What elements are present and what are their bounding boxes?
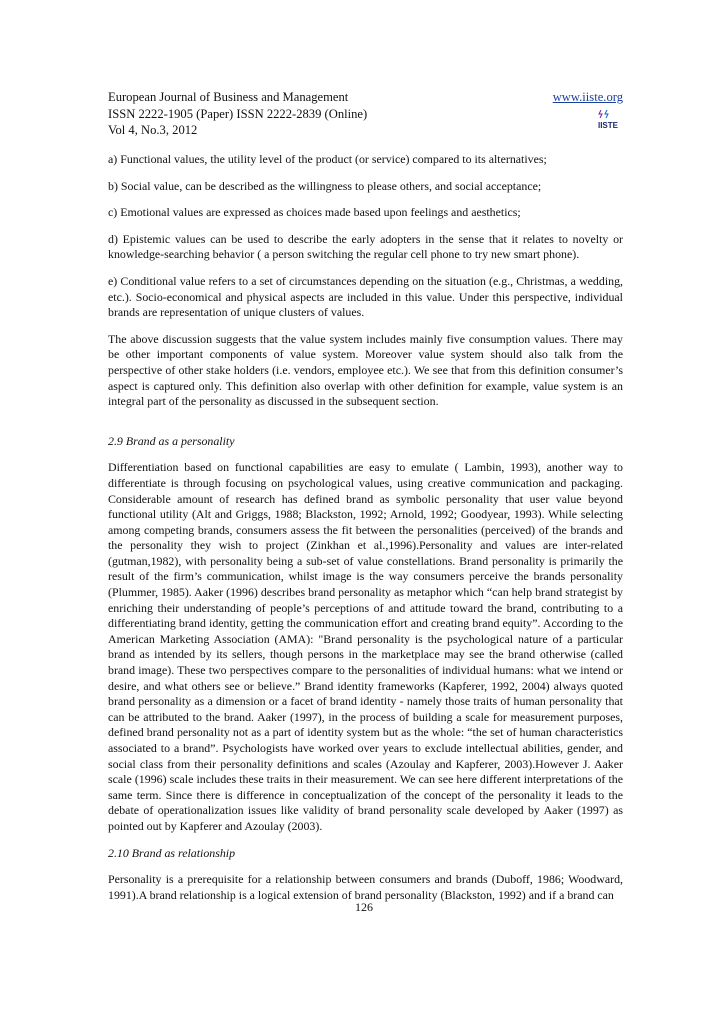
- journal-page: [108, 89, 623, 914]
- paragraph-brand-relationship: Personality is a prerequisite for a relationship between consumers and brands (Duboff, 1986; Woodward, 1991).A brand relationship is a logical extension of brand personality (Blackston, 1992) and if a brand can: [108, 872, 623, 902]
- iiste-logo-icon: [595, 108, 621, 130]
- svg-text:IISTE: IISTE: [597, 121, 619, 130]
- page-number: 126: [355, 900, 373, 914]
- paragraph-functional-values: a) Functional values, the utility level of the product (or service) compared to its alternatives;: [108, 152, 547, 166]
- journal-title: European Journal of Business and Management: [108, 90, 349, 104]
- paragraph-brand-personality: Differentiation based on functional capabilities are easy to emulate ( Lambin, 1993), another way to differentiate is through focusing on psychological values, using creative communication and packaging. Considerable amount of research has defined brand as symbolic personality that user value beyond functional utility (Alt and Griggs, 1988; Blackston, 1992; Arnold, 1992; Goodyear, 1993). While selecting among competing brands, consumers assess the fit between the personalities (perceived) of the brands and the personality they wish to project (Zinkhan et al.,1996).Personality and values are inter-related (gutman,1982), with personality being a sub-set of value constellations. Brand personality is primarily the result of the firm’s communication, whilst image is the way consumers perceive the brands personality (Plummer, 1985). Aaker (1996) describes brand personality as metaphor which “can help brand strategist by enriching their understanding of people’s perceptions of and attitude toward the brand, contributing to a differentiating brand identity, getting the communication effort and creating brand equity”. According to the American Marketing Association (AMA): "Brand personality is the psychological nature of a particular brand as intended by its sellers, though persons in the marketplace may see the brand otherwise (called brand image). These two perspectives compare to the personalities of individual humans: what we intend or desire, and what others see or believe.” Brand identity frameworks (Kapferer, 1992, 2004) always quoted brand personality as a dimension or a facet of brand identity - namely those traits of human personality that can be attributed to the brand. Aaker (1997), in the process of building a scale for measurement purposes, defined brand personality not as a part of identity system but as the whole: “the set of human characteristics associated to a brand”. Psychologists have worked over years to exclude intellectual abilities, gender, and social class from their personality definitions and scales (Azoulay and Kapferer, 2003).However J. Aaker scale (1996) scale includes these traits in their measurement. We can see here different interpretations of the same term. Since there is difference in conceptualization of the concept of the personality it leads to the debate of operationalization issues like validity of brand personality scale developed by Aaker (1997) as pointed out by Kapferer and Azoulay (2003).: [108, 460, 623, 833]
- page-header: [108, 89, 623, 149]
- section-heading-brand-relationship: 2.10 Brand as relationship: [108, 845, 236, 860]
- paragraph-social-value: b) Social value, can be described as the willingness to please others, and social acceptance;: [108, 178, 542, 193]
- paragraph-conditional-value: e) Conditional value refers to a set of circumstances depending on the situation (e.g., Christmas, a wedding, etc.). Socio-economical and physical aspects are included in this value. Under this perspective, individual brands are representation of unique clusters of values.: [108, 273, 623, 320]
- paragraph-emotional-values: c) Emotional values are expressed as choices made based upon feelings and aesthetics;: [108, 205, 521, 220]
- paragraph-epistemic-values: d) Epistemic values can be used to describe the early adopters in the sense that it relates to novelty or knowledge-searching behavior ( a person switching the regular cell phone to try new smart phone).: [108, 231, 623, 262]
- issn-line: ISSN 2222-1905 (Paper) ISSN 2222-2839 (Online): [108, 106, 368, 121]
- paragraph-value-system-discussion: The above discussion suggests that the value system includes mainly five consumption values. There may be other important components of value system. Moreover value system should also talk from the perspective of other stake holders (i.e. vendors, employee etc.). We see that from this definition consumer’s aspect is captured only. This definition also overlap with other definition for example, value system is an integral part of the personality as discussed in the subsequent section.: [108, 331, 623, 409]
- volume-line: Vol 4, No.3, 2012: [108, 123, 198, 137]
- article-body: [108, 152, 623, 903]
- journal-url-link[interactable]: www.iiste.org: [552, 90, 623, 104]
- section-heading-brand-personality: 2.9 Brand as a personality: [108, 433, 235, 448]
